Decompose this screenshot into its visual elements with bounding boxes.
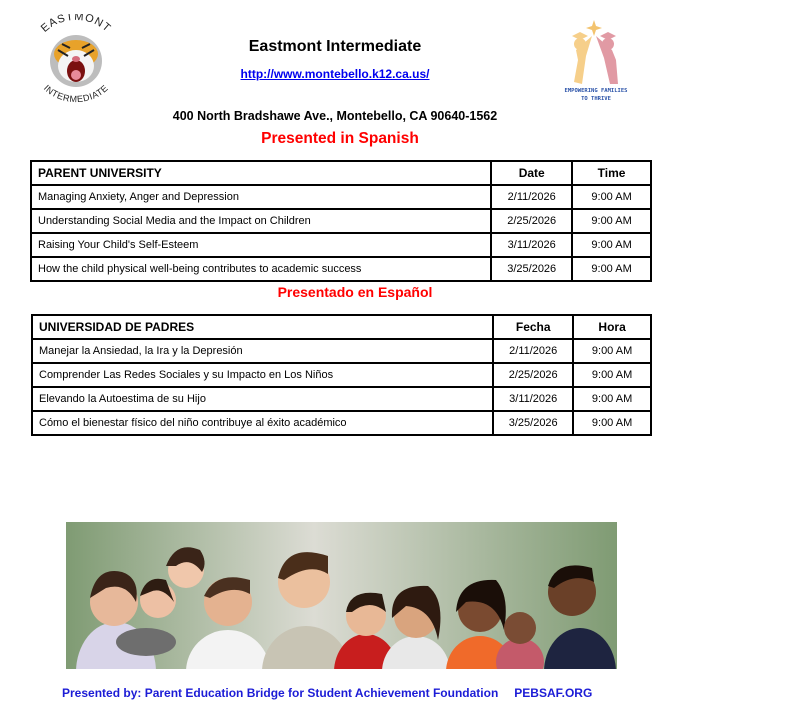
session-title: How the child physical well-being contributes to academic success [31, 257, 491, 281]
table-row [32, 411, 651, 435]
parent-university-table [30, 160, 652, 282]
session-title: Raising Your Child's Self-Esteem [31, 233, 491, 257]
session-title: Comprender Las Redes Sociales y su Impacto en Los Niños [32, 363, 493, 387]
footer-credit [62, 686, 592, 700]
session-time: 9:00 AM [573, 363, 651, 387]
presented-by-text: Presented by: Parent Education Bridge for Student Achievement Foundation [62, 686, 499, 700]
empowering-families-logo [556, 16, 636, 102]
session-date: 3/25/2026 [493, 411, 573, 435]
website-link[interactable]: http://www.montebello.k12.ca.us/ [240, 67, 430, 81]
svg-text:EMPOWERING FAMILIES: EMPOWERING FAMILIES [564, 88, 628, 94]
presentado-en-espanol-heading: Presentado en Español [277, 284, 433, 300]
eastmont-tiger-logo [24, 14, 128, 106]
table-row [32, 387, 651, 411]
families-photo [66, 522, 617, 669]
session-time: 9:00 AM [573, 411, 651, 435]
svg-text:EASTMONT: EASTMONT [38, 14, 114, 35]
tiger-mascot-icon [24, 14, 128, 106]
session-time: 9:00 AM [573, 387, 651, 411]
table-header-row [31, 161, 651, 185]
table-row [32, 363, 651, 387]
session-title: Understanding Social Media and the Impact on Children [31, 209, 491, 233]
column-header-hora: Hora [573, 315, 651, 339]
session-date: 2/25/2026 [491, 209, 572, 233]
session-date: 2/11/2026 [493, 339, 573, 363]
session-date: 3/25/2026 [491, 257, 572, 281]
table-row [31, 257, 651, 281]
svg-text:TO THRIVE: TO THRIVE [581, 96, 611, 102]
column-header-date: Date [491, 161, 572, 185]
session-time: 9:00 AM [572, 185, 651, 209]
table-header-row [32, 315, 651, 339]
group-of-families-image [66, 522, 617, 669]
session-date: 3/11/2026 [491, 233, 572, 257]
pebsaf-org-text: PEBSAF.ORG [514, 686, 593, 700]
session-title: Elevando la Autoestima de su Hijo [32, 387, 493, 411]
column-header-title: PARENT UNIVERSITY [31, 161, 491, 185]
session-title: Manejar la Ansiedad, la Ira y la Depresión [32, 339, 493, 363]
session-time: 9:00 AM [572, 209, 651, 233]
session-date: 2/25/2026 [493, 363, 573, 387]
column-header-fecha: Fecha [493, 315, 573, 339]
table-row [31, 185, 651, 209]
session-date: 3/11/2026 [493, 387, 573, 411]
session-title: Cómo el bienestar físico del niño contribuye al éxito académico [32, 411, 493, 435]
table-row [31, 233, 651, 257]
table-row [32, 339, 651, 363]
presented-in-spanish-heading: Presented in Spanish [261, 130, 419, 147]
session-time: 9:00 AM [572, 257, 651, 281]
session-title: Managing Anxiety, Anger and Depression [31, 185, 491, 209]
empowering-families-icon [556, 16, 636, 102]
session-date: 2/11/2026 [491, 185, 572, 209]
session-time: 9:00 AM [573, 339, 651, 363]
school-address: 400 North Bradshawe Ave., Montebello, CA 90640-1562 [172, 109, 498, 123]
school-name-text: Eastmont Intermediate [248, 38, 422, 55]
table-row [31, 209, 651, 233]
column-header-time: Time [572, 161, 651, 185]
column-header-titulo: UNIVERSIDAD DE PADRES [32, 315, 493, 339]
universidad-de-padres-table [31, 314, 652, 436]
session-time: 9:00 AM [572, 233, 651, 257]
svg-text:INTERMEDIATE: INTERMEDIATE [41, 82, 111, 105]
